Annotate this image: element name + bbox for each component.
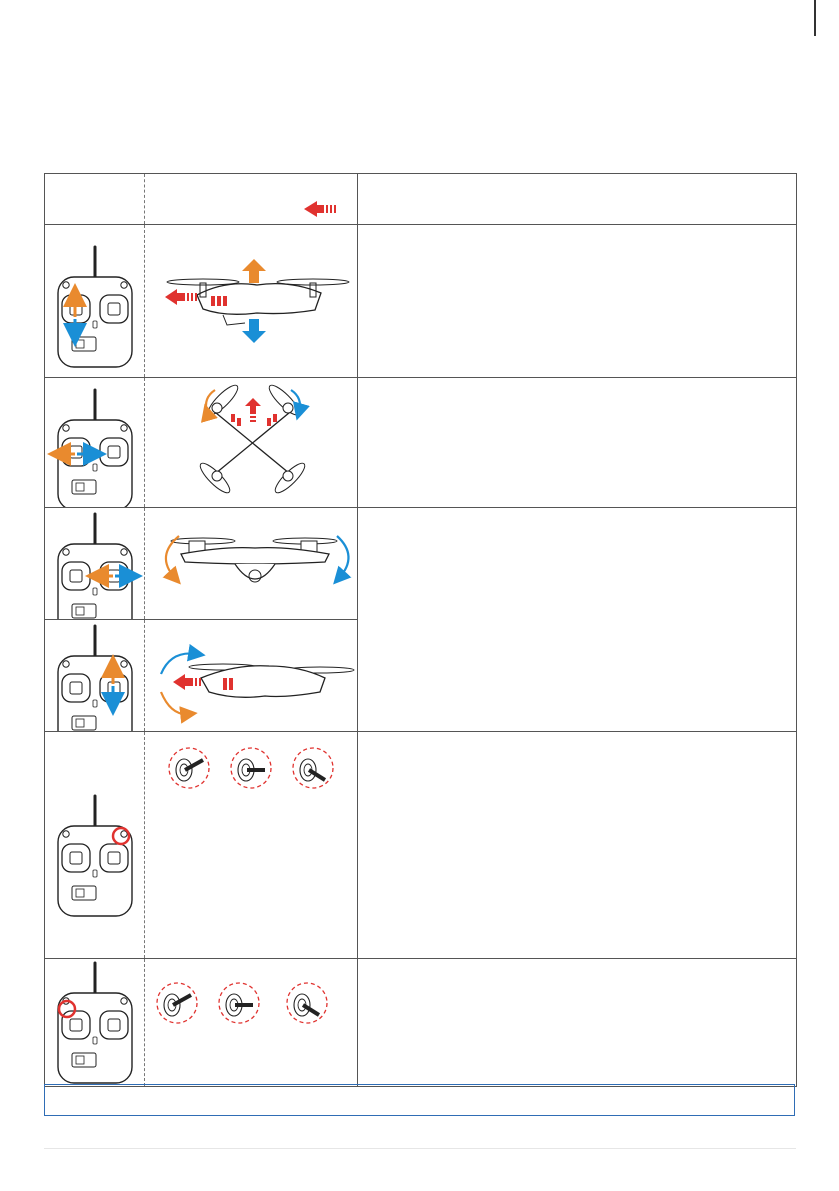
- remote-cell: [45, 959, 145, 1087]
- description-cell: [358, 959, 797, 1087]
- remote-cell: [45, 508, 145, 620]
- illustration-cell: [145, 620, 358, 732]
- header-cell-remote: [45, 174, 145, 225]
- remote-left-switch-highlight-icon: [45, 959, 145, 1086]
- remote-left-stick-up-down-icon: [45, 225, 145, 377]
- aircraft-ascend-descend-icon: [145, 225, 358, 377]
- table-row: [45, 959, 797, 1087]
- control-table: [44, 173, 797, 1087]
- remote-right-switch-highlight-icon: [45, 732, 145, 958]
- remote-left-stick-left-right-icon: [45, 378, 145, 507]
- table-row: [45, 732, 797, 959]
- note-box: [44, 1084, 795, 1116]
- remote-cell: [45, 620, 145, 732]
- description-cell: [358, 508, 797, 732]
- table-row: [45, 225, 797, 378]
- footer-rule: [44, 1148, 796, 1149]
- header-cell-description: [358, 174, 797, 225]
- illustration-cell: [145, 959, 358, 1087]
- red-arrow-left-icon: [145, 174, 358, 224]
- switch-positions-icon: [145, 732, 358, 958]
- aircraft-pitch-icon: [145, 620, 358, 731]
- header-cell-aircraft: [145, 174, 358, 225]
- description-cell: [358, 378, 797, 508]
- description-cell: [358, 225, 797, 378]
- illustration-cell: [145, 225, 358, 378]
- illustration-cell: [145, 508, 358, 620]
- switch-positions-icon: [145, 959, 358, 1086]
- table-row: [45, 378, 797, 508]
- remote-cell: [45, 378, 145, 508]
- table-row: [45, 508, 797, 620]
- remote-cell: [45, 732, 145, 959]
- description-cell: [358, 732, 797, 959]
- table-header-row: [45, 174, 797, 225]
- top-margin-rule: [814, 0, 816, 36]
- aircraft-roll-icon: [145, 508, 358, 619]
- remote-cell: [45, 225, 145, 378]
- remote-right-stick-up-down-icon: [45, 620, 145, 731]
- remote-right-stick-left-right-icon: [45, 508, 145, 619]
- illustration-cell: [145, 732, 358, 959]
- illustration-cell: [145, 378, 358, 508]
- aircraft-yaw-rotation-icon: [145, 378, 358, 507]
